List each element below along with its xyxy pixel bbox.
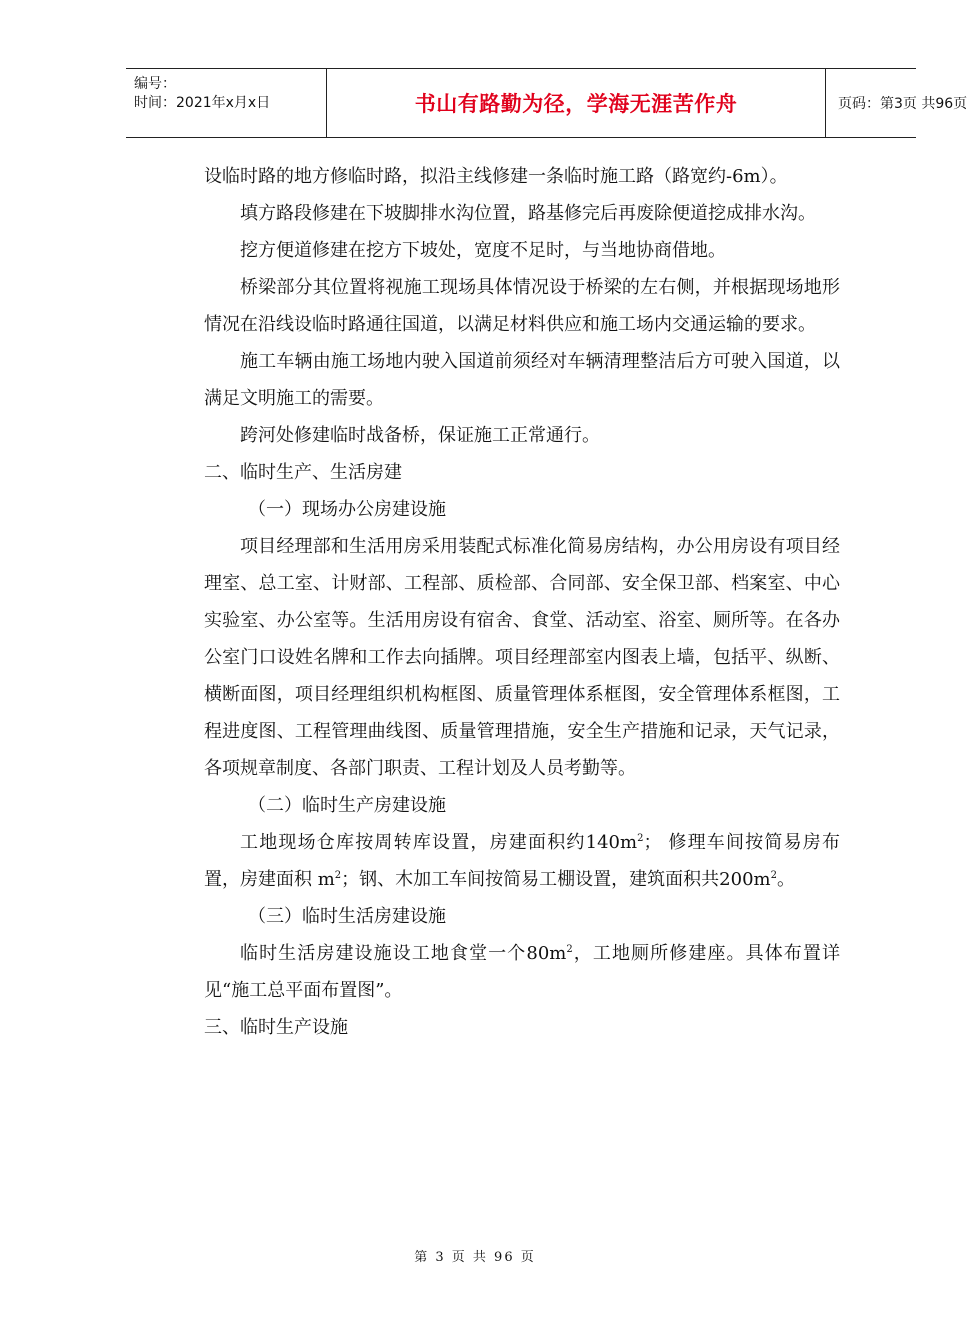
document-body (204, 158, 840, 1046)
header-motto: 书山有路勤为径，学海无涯苦作舟 (414, 92, 738, 116)
document-time-label: 时间：2021年x月x日 (134, 95, 271, 111)
paragraph: 填方路段修建在下坡脚排水沟位置，路基修完后再废除便道挖成排水沟。 (240, 203, 816, 224)
subsection-heading: （一）现场办公房建设施 (248, 499, 446, 520)
text-run: 。 (776, 869, 795, 890)
paragraph (204, 824, 840, 898)
text-run: ；钢、木加工车间按简易工棚设置，建筑面积共200m (341, 869, 771, 890)
subsection-heading: （三）临时生活房建设施 (248, 906, 446, 927)
text-run: 临时生活房建设施设工地食堂一个80m (240, 943, 567, 964)
superscript: 2 (637, 833, 644, 844)
section-heading: 三、临时生产设施 (204, 1017, 348, 1038)
text-run: 工地现场仓库按周转库设置，房建面积约140m (240, 832, 638, 853)
header-motto-cell (326, 69, 826, 137)
text-run: ； 修理车间按简易房布置，房建面积 m (204, 832, 840, 890)
page-footer: 第 3 页 共 96 页 (414, 1250, 536, 1265)
document-number-label: 编号： (134, 76, 176, 92)
paragraph: 施工车辆由施工场地内驶入国道前须经对车辆清理整洁后方可驶入国道，以满足文明施工的需要。 (204, 351, 840, 409)
section-heading: 二、临时生产、生活房建 (204, 462, 402, 483)
superscript: 2 (770, 870, 777, 881)
page-header (126, 68, 967, 138)
paragraph: 桥梁部分其位置将视施工现场具体情况设于桥梁的左右侧，并根据现场地形情况在沿线设临时路通往国道，以满足材料供应和施工场内交通运输的要求。 (204, 277, 840, 335)
paragraph: 跨河处修建临时战备桥，保证施工正常通行。 (240, 425, 600, 446)
paragraph: 挖方便道修建在挖方下坡处，宽度不足时，与当地协商借地。 (240, 240, 726, 261)
header-page-label: 页码：第3页 共96页 (838, 96, 967, 112)
superscript: 2 (566, 944, 573, 955)
paragraph: 设临时路的地方修临时路，拟沿主线修建一条临时施工路（路宽约-6m）。 (204, 166, 788, 187)
subsection-heading: （二）临时生产房建设施 (248, 795, 446, 816)
paragraph: 项目经理部和生活用房采用装配式标准化简易房结构，办公用房设有项目经理室、总工室、计财部、工程部、质检部、合同部、安全保卫部、档案室、中心实验室、办公室等。生活用房设有宿舍、食堂、活动室、浴室、厕所等。在各办公室门口设姓名牌和工作去向插牌。项目经理部室内图表上墙，包括平、纵断、横断面图，项目经理组织机构框图、质量管理体系框图，安全管理体系框图，工程进度图、工程管理曲线图、质量管理措施，安全生产措施和记录，天气记录，各项规章制度、各部门职责、工程计划及人员考勤等。 (204, 536, 840, 779)
paragraph (204, 935, 840, 1009)
header-meta (126, 69, 326, 137)
text-run: ，工地厕所修建座。具体布置详见“施工总平面布置图”。 (204, 943, 840, 1001)
superscript: 2 (334, 870, 342, 881)
